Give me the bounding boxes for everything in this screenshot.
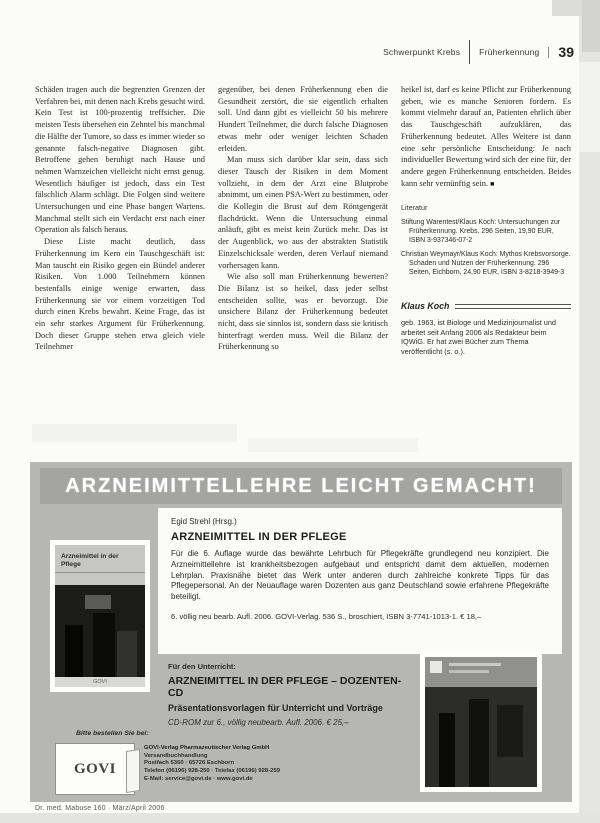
author-bio-text: geb. 1963, ist Biologe und Medizinjournalist und arbeitet seit Anfang 2006 als Redakteur beim IQWiG. Er hat zwei Bücher zum Thema veröffentlicht (s. o.). bbox=[401, 317, 556, 357]
ad-teaching-block bbox=[168, 662, 416, 727]
publisher-address-line: Postfach 5360 · 65726 Eschborn bbox=[144, 760, 235, 767]
scan-edge-right-light bbox=[579, 62, 600, 152]
photo-figure bbox=[439, 713, 455, 787]
running-head-divider bbox=[469, 40, 470, 64]
photo-highlight bbox=[85, 595, 111, 609]
author-bio bbox=[401, 301, 571, 357]
running-head-topic: Früherkennung bbox=[479, 47, 540, 57]
scan-smudge-corner bbox=[582, 0, 600, 52]
photo-figure bbox=[65, 625, 83, 677]
ad-cd-subtitle: Präsentationsvorlagen für Unterricht und Vorträge bbox=[168, 703, 383, 713]
photo-figure bbox=[93, 613, 115, 677]
paragraph-text: heikel ist, darf es keine Pflicht zur Früherkennung geben, wie es manche Senioren fordern. Es kommt vielmehr darauf an, Patienten ehrlich über das Tauschgeschäft aufzuklären, das Früherkennung bedeutet. Alles Weitere ist dann eine sehr persönliche Entscheidung: Je nach individueller Bewertung wird sich der eine für, der andere gegen Früherkennung entscheiden. Beides kann sehr vernünftig sein. bbox=[401, 85, 571, 188]
paragraph: Diese Liste macht deutlich, dass Früherkennung im Kern ein Tauschgeschäft ist: Man tauscht ein Risiko gegen ein Bündel anderer Risiken. Von 1.000 Teilnehmern können bestenfalls einige wenige erwarten, dass Früherkennung sie vor einem vorzeitigen Tod durch einen Krebs bewahrt. Keine Frage, das ist ein sehr starkes Argument für Früherkennung. Doch dieser Gruppe stehen etwa gleich viele Teilnehmer bbox=[35, 237, 205, 352]
running-head-section: Schwerpunkt Krebs bbox=[383, 47, 461, 57]
ad-book-title: ARZNEIMITTEL IN DER PFLEGE bbox=[171, 531, 347, 543]
publisher-address-line: GOVI-Verlag Pharmazeutischer Verlag GmbH bbox=[144, 745, 270, 751]
article-column-3 bbox=[401, 84, 571, 462]
publisher-logo-text: GOVI bbox=[73, 760, 116, 777]
scan-smudge-top-right bbox=[552, 0, 582, 16]
page-number: 39 bbox=[558, 44, 574, 60]
photo-figure bbox=[117, 631, 137, 677]
cd-cover-inner bbox=[425, 657, 537, 787]
paragraph: Wie also soll man Früherkennung bewerten? Die Bilanz ist so heikel, dass jeder selbst entscheiden sollte, was er bevorzugt. Die unsichere Bilanz der Früherkennung bedeutet nicht, dass sie sinnlos ist, sondern dass sie kritisch hinterfragt werden muss. Weil die Bilanz der Früherkennung so bbox=[218, 272, 388, 352]
ad-book-description: Für die 6. Auflage wurde das bewährte Lehrbuch für Pflegekräfte grundlegend neu konzipiert. Die Arzneimittellehre ist krankheitsbezogen aufgebaut und entspricht damit dem aktuellen, modernen Lehrplan. Praxisnähe bietet das Werk unter anderen durch zahlreiche konkrete Tipps für das Pflegepersonal. An der Neuauflage waren Dozenten aus ganz Deutschland sowie erfahrene Pflegekräfte beteiligt. bbox=[171, 549, 549, 602]
author-name-row bbox=[401, 301, 571, 313]
publisher-address-line: E-Mail: service@govi.de · www.govi.de bbox=[144, 775, 253, 782]
book-cover-footer: GOVI bbox=[55, 677, 145, 687]
book-cover-inner bbox=[55, 545, 145, 687]
scan-edge-bottom bbox=[0, 813, 600, 823]
running-head bbox=[383, 40, 574, 64]
article-column-1 bbox=[35, 84, 205, 462]
ad-cd-biblio: CD-ROM zur 6., völlig neubearb. Aufl. 2006. € 25,– bbox=[168, 718, 349, 727]
book-cover-image bbox=[50, 540, 150, 692]
ad-editor: Egid Strehl (Hrsg.) bbox=[171, 517, 237, 526]
publisher-address bbox=[144, 745, 280, 784]
author-rule bbox=[455, 304, 571, 309]
author-name: Klaus Koch bbox=[401, 301, 450, 312]
paragraph: Schäden tragen auch die begrenzten Grenzen der Verfahren bei, mit denen nach Krebs gesucht wird. Kein Test ist 100-prozentig treffsicher. Die meisten Tests übersehen ein Zehntel bis manchmal die Hälfte der Tumore, so dass es immer wieder so genannte falsch-negative Diagnosen gibt. Betroffene gehen beruhigt nach Hause und nehmen Warnzeichen vielleicht nicht ernst genug. Wesentlich häufiger ist jedoch, dass ein Test fälschlich Alarm schlägt. Die Folgen sind weitere Untersuchungen und eine Phase bangen Wartens. Manchmal stellt sich ein Verdacht erst nach einer Operation als falsch heraus. bbox=[35, 85, 205, 235]
cd-cover-image bbox=[420, 652, 542, 792]
ad-cd-title: ARZNEIMITTEL IN DER PFLEGE – DOZENTEN-CD bbox=[168, 675, 402, 699]
ad-banner bbox=[40, 468, 562, 504]
article-column-2 bbox=[218, 84, 388, 462]
literature-entry: Stiftung Warentest/Klaus Koch: Untersuchungen zur Früherkennung. Krebs. 296 Seiten, 19,90 EUR, ISBN 3-937346-07-2 bbox=[401, 219, 561, 245]
ad-text-panel bbox=[158, 508, 562, 654]
publisher-emblem-icon bbox=[126, 749, 140, 793]
ad-book-biblio: 6. völlig neu bearb. Aufl. 2006. GOVI-Verlag. 536 S., broschiert, ISBN 3-7741-1013-1. € 18,– bbox=[171, 611, 482, 621]
article-body bbox=[35, 84, 572, 462]
ad-teaching-label: Für den Unterricht: bbox=[168, 662, 236, 671]
ad-order-label: Bitte bestellen Sie bei: bbox=[76, 730, 149, 737]
book-cover-photo bbox=[55, 585, 145, 677]
journal-footer: Dr. med. Mabuse 160 · März/April 2006 bbox=[35, 805, 165, 812]
literature-section bbox=[401, 202, 571, 277]
literature-entry: Christian Weymayr/Klaus Koch: Mythos Krebsvorsorge. Schaden und Nutzen der Früherkennung. 296 Seiten, Eichborn, 24,90 EUR, ISBN 3-8218-3949-3 bbox=[401, 251, 571, 277]
paragraph bbox=[401, 84, 571, 190]
advertisement bbox=[30, 462, 572, 802]
photo-drum bbox=[493, 747, 531, 785]
publisher-logo bbox=[55, 743, 135, 795]
paragraph: gegenüber, bei denen Früherkennung eben die Gesundheit zerstört, die sie eigentlich erhalten soll. Und dann gibt es vielleicht 50 bis mehrere Hundert Teilnehmer, die durch falsche Diagnosen etwas mehr oder weniger leichten Schaden erleiden. bbox=[218, 85, 388, 153]
cd-cover-logo bbox=[430, 661, 442, 673]
cd-cover-textline bbox=[449, 670, 489, 673]
cd-cover-textline bbox=[449, 663, 501, 666]
publisher-address-line: Versandbuchhandlung bbox=[144, 752, 208, 759]
article-end-mark: ■ bbox=[490, 179, 495, 188]
publisher-address-line: Telefon (06196) 928-250 · Telefax (06196) 928-259 bbox=[144, 768, 280, 775]
literature-heading: Literatur bbox=[401, 203, 428, 213]
running-head-divider-small bbox=[548, 47, 549, 58]
photo-figure bbox=[469, 699, 489, 787]
book-cover-title: Arzneimittel in der Pflege bbox=[55, 545, 145, 573]
paragraph: Man muss sich darüber klar sein, dass sich dieser Tausch der Risiken in dem Moment vollzieht, in dem der Arzt eine Blutprobe abnimmt, um einen PSA-Wert zu bestimmen, oder die Kollegin die Brust auf dem Röntgengerät flachdrückt. Wenn die Untersuchung einmal anläuft, gibt es meist kein Zurück mehr. Das ist der Augenblick, wo aus der abstrakten Statistik Einzelschicksale werden, deren Verlauf niemand vorhersagen kann. bbox=[218, 155, 388, 270]
ad-banner-text: ARZNEIMITTELLEHRE LEICHT GEMACHT! bbox=[65, 474, 537, 497]
